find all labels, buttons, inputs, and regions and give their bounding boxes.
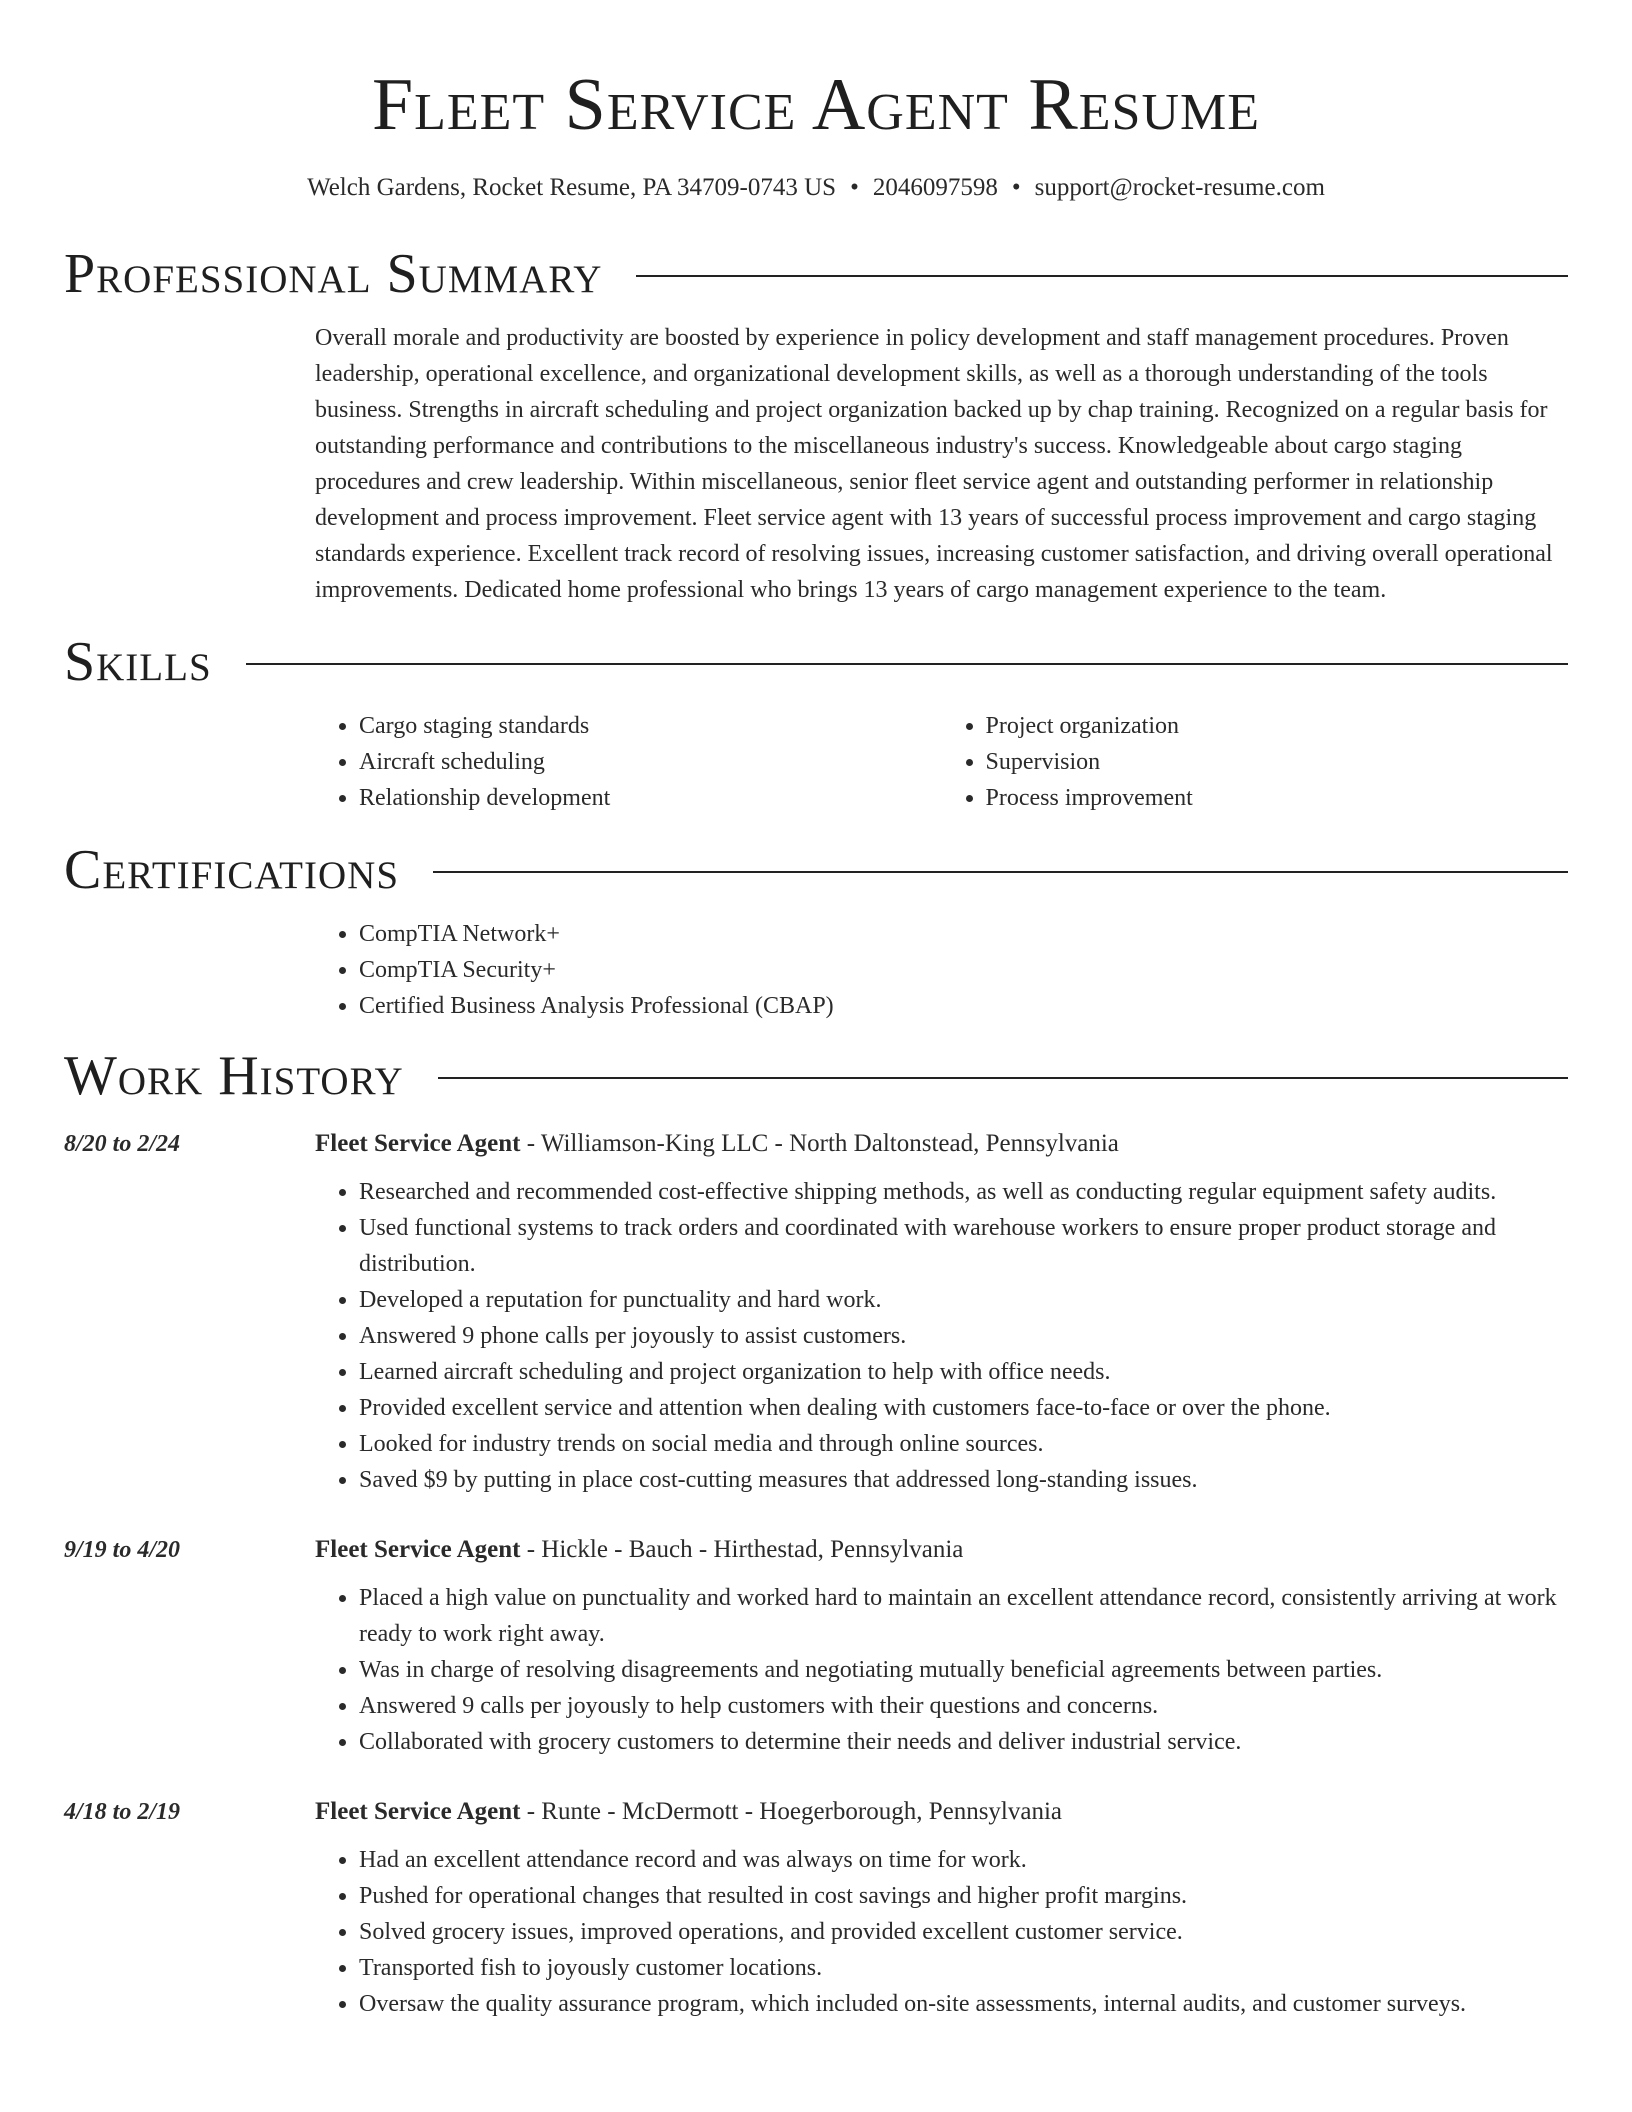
work-history-section bbox=[64, 1040, 1568, 2022]
contact-phone: 2046097598 bbox=[872, 174, 998, 201]
job-bullet: • Solved grocery issues, improved operations, and provided excellent customer service. bbox=[359, 1914, 1568, 1950]
resume-title: Fleet Service Agent Resume bbox=[371, 64, 1261, 146]
summary-header bbox=[64, 238, 1568, 310]
job-heading bbox=[315, 1126, 1568, 1162]
job-bullet: • Used functional systems to track orders and coordinated with warehouse workers to ensure proper product storage and distribution. bbox=[359, 1210, 1568, 1282]
contact-separator: • bbox=[1011, 174, 1021, 201]
certifications-title: Certifications bbox=[64, 839, 400, 901]
job-role: Fleet Service Agent bbox=[315, 1130, 521, 1157]
skill-item: • Relationship development bbox=[359, 780, 942, 816]
section-divider bbox=[636, 275, 1568, 277]
work-history-title: Work History bbox=[64, 1045, 404, 1107]
job-entry bbox=[64, 1532, 1568, 1760]
contact-email: support@rocket-resume.com bbox=[1034, 174, 1325, 201]
job-bullet: • Placed a high value on punctuality and worked hard to maintain an excellent attendance record, consistently arriving at work ready to work right away. bbox=[359, 1580, 1568, 1652]
section-divider bbox=[433, 871, 1568, 873]
job-bullets bbox=[315, 1842, 1568, 2022]
summary-section bbox=[64, 238, 1568, 608]
skills-title: Skills bbox=[64, 631, 212, 693]
skill-item: • Cargo staging standards bbox=[359, 708, 942, 744]
skill-item: • Project organization bbox=[986, 708, 1569, 744]
work-history-header bbox=[64, 1040, 1568, 1112]
job-dates: 8/20 to 2/24 bbox=[64, 1131, 181, 1157]
section-divider bbox=[246, 663, 1568, 665]
job-bullet: • Collaborated with grocery customers to determine their needs and deliver industrial service. bbox=[359, 1724, 1568, 1760]
job-heading bbox=[315, 1532, 1568, 1568]
job-role: Fleet Service Agent bbox=[315, 1536, 521, 1563]
job-bullets bbox=[315, 1174, 1568, 1498]
summary-text: Overall morale and productivity are boosted by experience in policy development and staff management procedures. Proven leadership, operational excellence, and organizational development skills, as well as a thorough understanding of the tools business. Strengths in aircraft scheduling and project organization backed up by chap training. Recognized on a regular basis for outstanding performance and contributions to the miscellaneous industry's success. Knowledgeable about cargo staging procedures and crew leadership. Within miscellaneous, senior fleet service agent and outstanding performer in relationship development and process improvement. Fleet service agent with 13 years of successful process improvement and cargo staging standards experience. Excellent track record of resolving issues, increasing customer satisfaction, and driving overall operational improvements. Dedicated home professional who brings 13 years of cargo management experience to the team. bbox=[315, 325, 1553, 603]
job-details: - Hickle - Bauch - Hirthestad, Pennsylvania bbox=[520, 1536, 964, 1563]
job-bullet: • Answered 9 phone calls per joyously to assist customers. bbox=[359, 1318, 1568, 1354]
skill-item: • Aircraft scheduling bbox=[359, 744, 942, 780]
contact-address: Welch Gardens, Rocket Resume, PA 34709-0743 US bbox=[307, 174, 837, 201]
job-bullet: • Was in charge of resolving disagreements and negotiating mutually beneficial agreements between parties. bbox=[359, 1652, 1568, 1688]
skills-column-right bbox=[942, 708, 1569, 816]
job-bullet: • Learned aircraft scheduling and project organization to help with office needs. bbox=[359, 1354, 1568, 1390]
certifications-header bbox=[64, 834, 1568, 906]
contact-line bbox=[64, 172, 1568, 204]
skill-item: • Process improvement bbox=[986, 780, 1569, 816]
job-bullet: • Looked for industry trends on social media and through online sources. bbox=[359, 1426, 1568, 1462]
job-bullet: • Pushed for operational changes that resulted in cost savings and higher profit margins. bbox=[359, 1878, 1568, 1914]
job-bullet: • Researched and recommended cost-effective shipping methods, as well as conducting regular equipment safety audits. bbox=[359, 1174, 1568, 1210]
certifications-section bbox=[64, 834, 1568, 1024]
job-details: - Runte - McDermott - Hoegerborough, Pennsylvania bbox=[520, 1798, 1063, 1825]
certifications-list bbox=[315, 916, 1568, 1024]
certification-item: • Certified Business Analysis Professional (CBAP) bbox=[359, 988, 1568, 1024]
job-bullet: • Oversaw the quality assurance program, which included on-site assessments, internal audits, and customer surveys. bbox=[359, 1986, 1568, 2022]
job-bullet: • Saved $9 by putting in place cost-cutting measures that addressed long-standing issues. bbox=[359, 1462, 1568, 1498]
skills-section bbox=[64, 626, 1568, 816]
job-bullets bbox=[315, 1580, 1568, 1760]
job-dates: 4/18 to 2/19 bbox=[64, 1799, 181, 1825]
job-entry bbox=[64, 1126, 1568, 1498]
job-details: - Williamson-King LLC - North Daltonstead, Pennsylvania bbox=[520, 1130, 1119, 1157]
job-bullet: • Answered 9 calls per joyously to help customers with their questions and concerns. bbox=[359, 1688, 1568, 1724]
job-bullet: • Developed a reputation for punctuality and hard work. bbox=[359, 1282, 1568, 1318]
job-bullet: • Provided excellent service and attention when dealing with customers face-to-face or over the phone. bbox=[359, 1390, 1568, 1426]
skills-header bbox=[64, 626, 1568, 698]
skills-column-left bbox=[315, 708, 942, 816]
job-bullet: • Had an excellent attendance record and was always on time for work. bbox=[359, 1842, 1568, 1878]
certification-item: • CompTIA Security+ bbox=[359, 952, 1568, 988]
job-heading bbox=[315, 1794, 1568, 1830]
skills-list bbox=[315, 708, 1568, 816]
section-divider bbox=[438, 1077, 1568, 1079]
job-role: Fleet Service Agent bbox=[315, 1798, 521, 1825]
contact-separator: • bbox=[850, 174, 859, 201]
summary-title: Professional Summary bbox=[64, 243, 603, 305]
skill-item: • Supervision bbox=[986, 744, 1569, 780]
certification-item: • CompTIA Network+ bbox=[359, 916, 1568, 952]
job-dates: 9/19 to 4/20 bbox=[64, 1537, 181, 1563]
job-bullet: • Transported fish to joyously customer locations. bbox=[359, 1950, 1568, 1986]
job-entry bbox=[64, 1794, 1568, 2022]
